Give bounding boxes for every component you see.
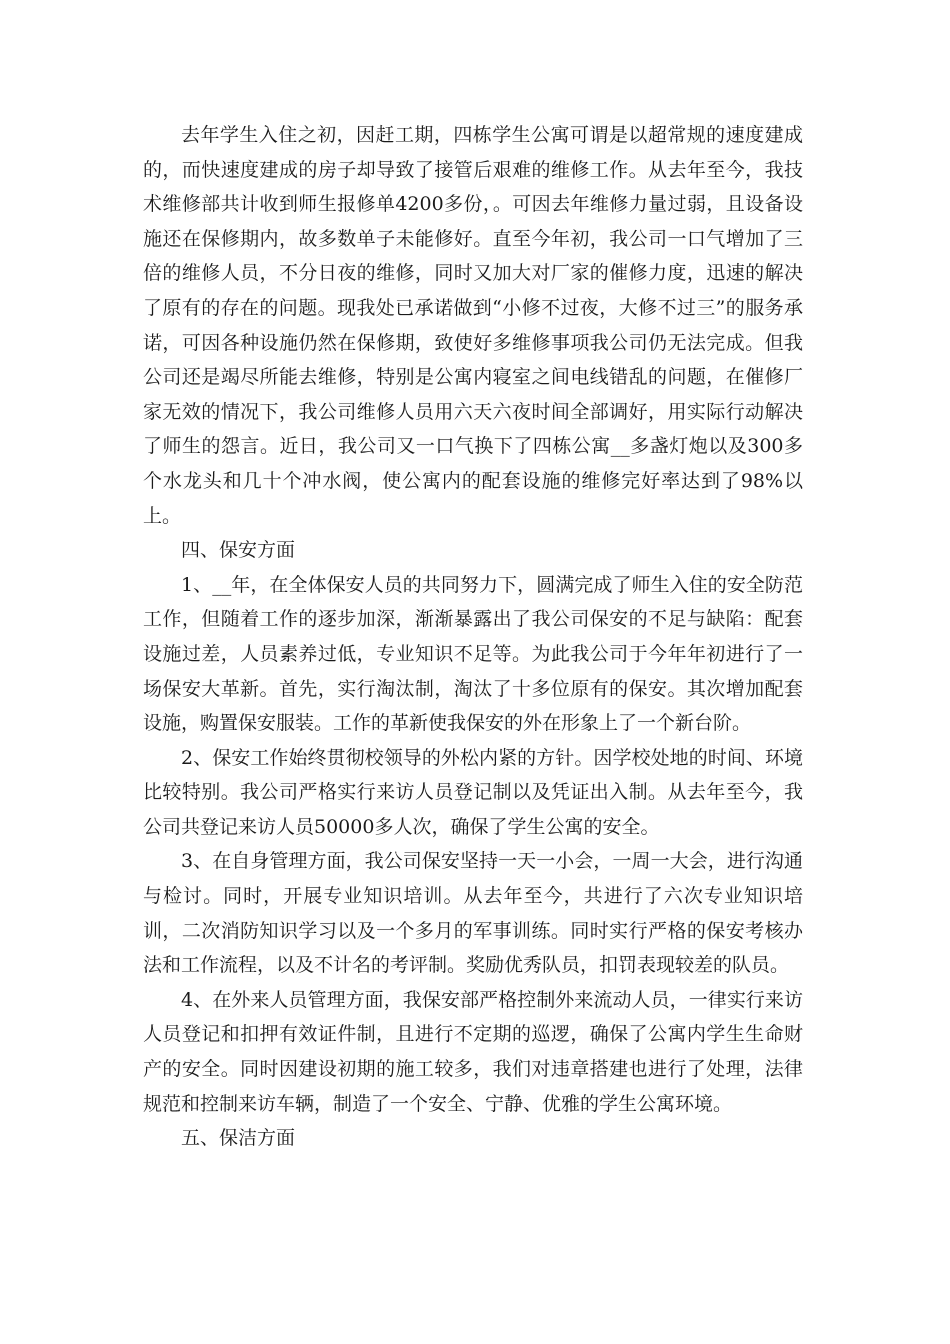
paragraph-maintenance: 去年学生入住之初，因赶工期，四栋学生公寓可谓是以超常规的速度建成的，而快速度建成的房子却导致了接管后艰难的维修工作。从去年至今，我技术维修部共计收到师生报修单4200多份，。可因去年维修力量过弱，且设备设施还在保修期内，故多数单子未能修好。直至今年初，我公司一口气增加了三倍的维修人员，不分日夜的维修，同时又加大对厂家的催修力度，迅速的解决了原有的存在的问题。现我处已承诺做到“小修不过夜，大修不过三”的服务承诺，可因各种设施仍然在保修期，致使好多维修事项我公司仍无法完成。但我公司还是竭尽所能去维修，特别是公寓内寝室之间电线错乱的问题，在催修厂家无效的情况下，我公司维修人员用六天六夜时间全部调好，用实际行动解决了师生的怨言。近日，我公司又一口气换下了四栋公寓__多盏灯炮以及300多个水龙头和几十个冲水阀，使公寓内的配套设施的维修完好率达到了98%以上。 <box>143 124 803 527</box>
section-heading-security: 四、保安方面 <box>181 539 296 562</box>
paragraph-security-3: 3、在自身管理方面，我公司保安坚持一天一小会，一周一大会，进行沟通与检讨。同时，开展专业知识培训。从去年至今，共进行了六次专业知识培训，二次消防知识学习以及一个多月的军事训练。同时实行严格的保安考核办法和工作流程，以及不计名的考评制。奖励优秀队员，扣罚表现较差的队员。 <box>143 850 803 977</box>
document-body <box>143 118 803 1156</box>
paragraph-security-4: 4、在外来人员管理方面，我保安部严格控制外来流动人员，一律实行来访人员登记和扣押有效证件制，且进行不定期的巡逻，确保了公寓内学生生命财产的安全。同时因建设初期的施工较多，我们对违章搭建也进行了处理，法律规范和控制来访车辆，制造了一个安全、宁静、优雅的学生公寓环境。 <box>143 988 803 1115</box>
paragraph-security-1: 1、__年，在全体保安人员的共同努力下，圆满完成了师生入住的安全防范工作，但随着工作的逐步加深，渐渐暴露出了我公司保安的不足与缺陷：配套设施过差，人员素养过低，专业知识不足等。为此我公司于今年年初进行了一场保安大革新。首先，实行淘汰制，淘汰了十多位原有的保安。其次增加配套设施，购置保安服装。工作的革新使我保安的外在形象上了一个新台阶。 <box>143 573 803 735</box>
section-heading-cleaning: 五、保洁方面 <box>181 1127 296 1150</box>
paragraph-security-2: 2、保安工作始终贯彻校领导的外松内紧的方针。因学校处地的时间、环境比较特别。我公司严格实行来访人员登记制以及凭证出入制。从去年至今，我公司共登记来访人员50000多人次，确保了学生公寓的安全。 <box>143 746 803 838</box>
